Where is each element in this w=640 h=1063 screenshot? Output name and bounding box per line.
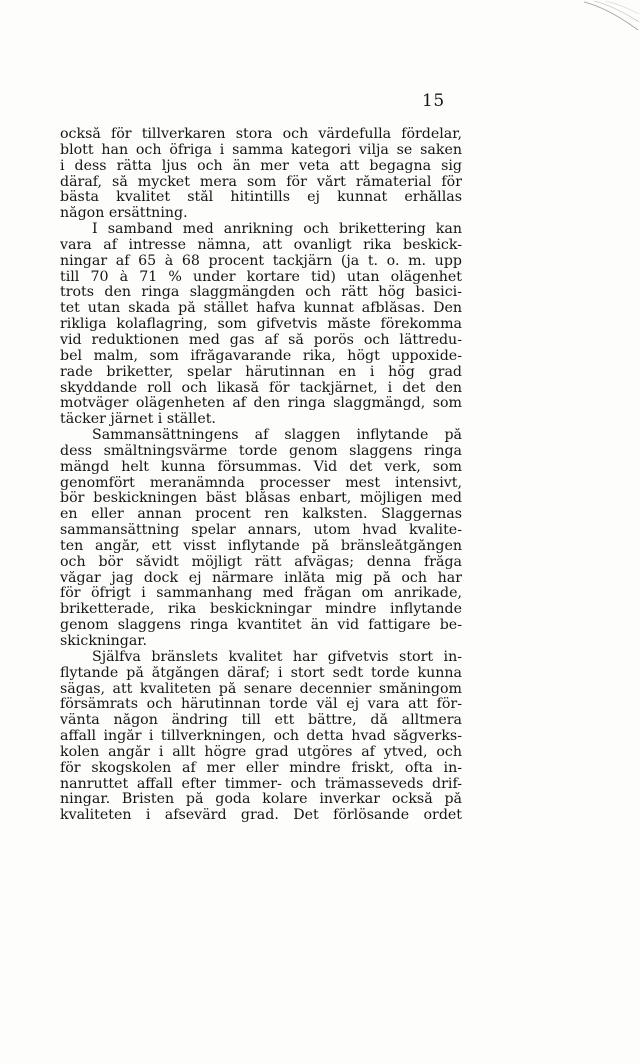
text-line: vänta någon ändring till ett bättre, då alltmera <box>60 713 462 729</box>
text-line: motväger olägenheten af den ringa slaggmängd, som <box>60 396 462 412</box>
text-line: affall ingår i tillverkningen, och detta hvad sågverks- <box>60 729 462 745</box>
text-line: nanruttet affall efter timmer- och trämasseveds drif- <box>60 776 462 792</box>
text-line: kvaliteten i afsevärd grad. Det förlösande ordet <box>60 808 462 824</box>
text-line: för skogskolen af mer eller mindre friskt, ofta in- <box>60 760 462 776</box>
text-line: I samband med anrikning och brikettering kan <box>92 222 462 238</box>
text-line: sägas, att kvaliteten på senare decennier småningom <box>60 681 462 697</box>
text-line: också för tillverkaren stora och värdefulla fördelar, <box>60 127 462 142</box>
text-line: sammansättning spelar annars, utom hvad kvalite- <box>60 523 462 539</box>
text-line: rikliga kolaflagring, som gifvetvis måste förekomma <box>60 317 462 333</box>
text-line: skyddande roll och likaså för tackjärnet, i det den <box>60 380 462 396</box>
text-line: en eller annan procent ren kalksten. Slaggernas <box>60 507 462 523</box>
text-line: dess smältningsvärme torde genom slaggens ringa <box>60 443 462 459</box>
text-line: vid reduktionen med gas af så porös och lättredu- <box>60 332 462 348</box>
text-line: briketterade, rika beskickningar mindre inflytande <box>60 602 462 618</box>
text-line: ten angår, ett visst inflytande på bränsleåtgången <box>60 538 462 554</box>
text-line: trots den ringa slaggmängden och rätt hög basici- <box>60 285 462 301</box>
text-line: i dess rätta ljus och än mer veta att begagna sig <box>60 158 462 174</box>
text-line: till 70 à 71 % under kortare tid) utan olägenhet <box>60 269 462 285</box>
text-line: rade briketter, spelar härutinnan en i hög grad <box>60 364 462 380</box>
text-line: försämrats och härutinnan torde väl ej vara att för- <box>60 697 462 713</box>
text-line: kolen angår i allt högre grad utgöres af ytved, och <box>60 744 462 760</box>
text-line: ningar af 65 à 68 procent tackjärn (ja t. o. m. upp <box>60 253 462 269</box>
text-line: bel malm, som ifrågavarande rika, högt uppoxide- <box>60 348 462 364</box>
page-number: 15 <box>422 91 445 111</box>
text-line: ningar. Bristen på goda kolare inverkar också på <box>60 792 462 808</box>
text-line: skickningar. <box>60 634 148 649</box>
text-line: blott han och öfriga i samma kategori vilja se saken <box>60 142 462 158</box>
text-line: för öfrigt i sammanhang med frågan om anrikade, <box>60 586 462 602</box>
body-text <box>60 127 462 824</box>
text-line: täcker järnet i stället. <box>60 412 216 428</box>
text-line: däraf, så mycket mera som för vårt råmaterial för <box>60 174 462 190</box>
text-line: tet utan skada på stället hafva kunnat afblåsas. Den <box>60 301 462 317</box>
text-line: någon ersättning. <box>60 206 188 222</box>
text-line: genom slaggens ringa kvantitet än vid fattigare be- <box>60 618 462 634</box>
text-line: mängd helt kunna försummas. Vid det verk, som <box>60 459 462 475</box>
text-line: Sammansättningens af slaggen inflytande på <box>92 428 462 444</box>
text-line: Själfva bränslets kvalitet har gifvetvis stort in- <box>92 649 462 665</box>
text-line: genomfört meranämnda processer mest intensivt, <box>60 475 462 491</box>
text-line: vågar jag dock ej närmare inlåta mig på och har <box>60 570 462 586</box>
scan-edge-mark <box>580 0 640 40</box>
text-line: bör beskickningen bäst blåsas enbart, möjligen med <box>60 491 462 507</box>
text-line: och bör såvidt möjligt rätt afvägas; denna fråga <box>60 554 462 570</box>
text-line: flytande på åtgången däraf; i stort sedt torde kunna <box>60 665 462 681</box>
text-line: bästa kvalitet stål hitintills ej kunnat erhållas <box>60 190 462 206</box>
text-line: vara af intresse nämna, att ovanligt rika beskick- <box>60 237 462 253</box>
